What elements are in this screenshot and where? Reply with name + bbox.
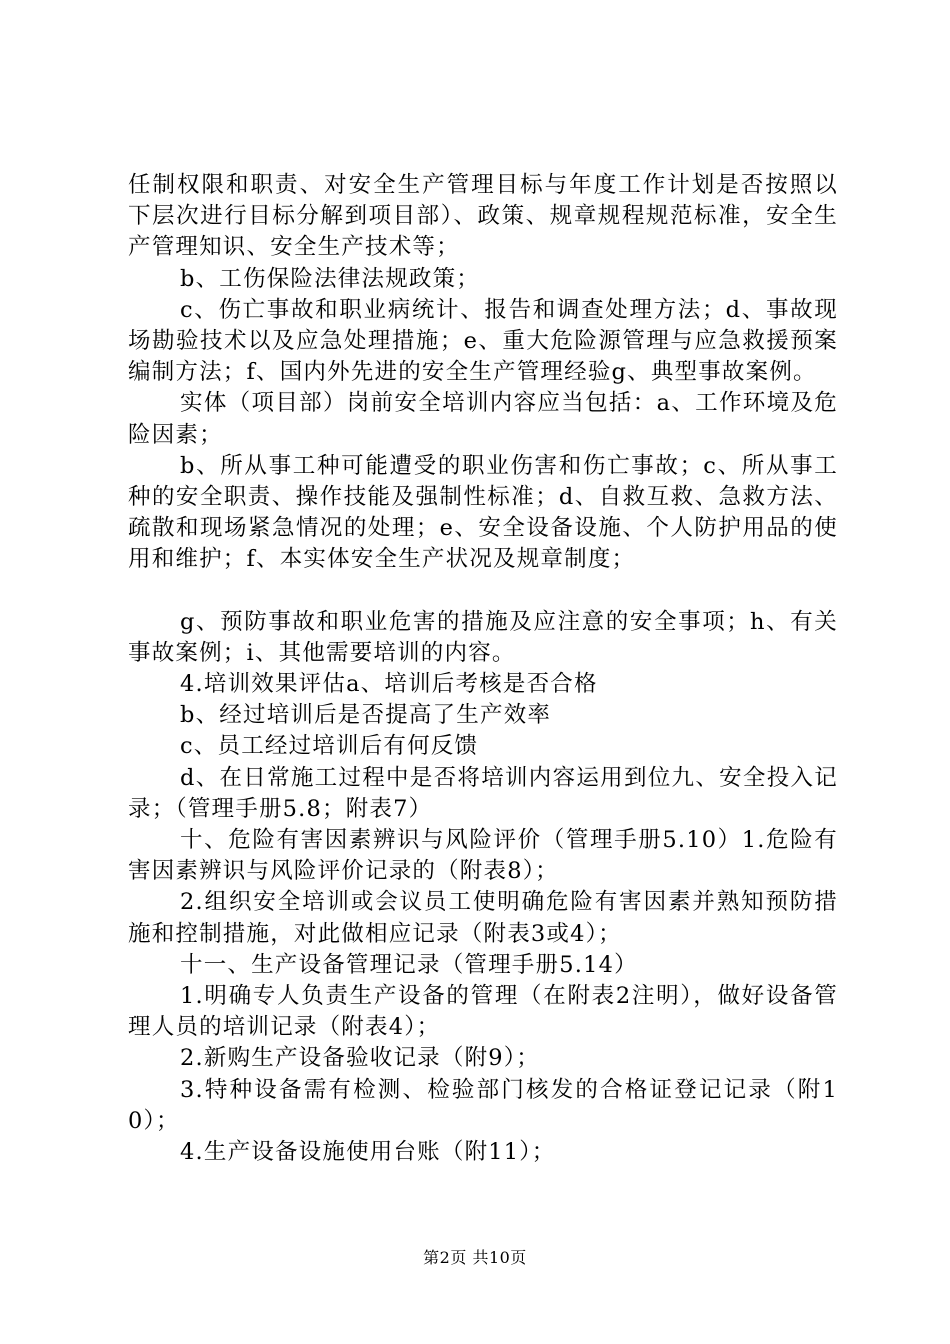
paragraph-section-10: 十、危险有害因素辨识与风险评价（管理手册5.10）1.危险有害因素辨识与风险评价记录的（附表8）； (128, 827, 838, 885)
paragraph-section-10-item-2: 2.组织安全培训或会议员工使明确危险有害因素并熟知预防措施和控制措施，对此做相应记录（附表3或4）； (128, 889, 838, 947)
paragraph-item-g: g、预防事故和职业危害的措施及应注意的安全事项；h、有关事故案例；i、其他需要培训的内容。 (128, 608, 838, 666)
paragraph-evaluation-b: b、经过培训后是否提高了生产效率 (180, 702, 552, 729)
paragraph-item-b: b、工伤保险法律法规政策； (180, 265, 481, 292)
paragraph-section-11-item-3: 3.特种设备需有检测、检验部门核发的合格证登记记录（附10）； (128, 1076, 838, 1134)
paragraph-gap (128, 576, 838, 607)
paragraph-training-evaluation: 4.培训效果评估a、培训后考核是否合格 (180, 671, 598, 698)
paragraph-evaluation-c: c、员工经过培训后有何反馈 (180, 733, 479, 760)
paragraph-onboarding-items: b、所从事工种可能遭受的职业伤害和伤亡事故；c、所从事工种的安全职责、操作技能及强制性标准；d、自救互救、急救方法、疏散和现场紧急情况的处理；e、安全设备设施、个人防护用品的使用和维护；f、本实体安全生产状况及规章制度； (128, 452, 838, 573)
paragraph-item-c: c、伤亡事故和职业病统计、报告和调查处理方法；d、事故现场勘验技术以及应急处理措施；e、重大危险源管理与应急救援预案编制方法；f、国内外先进的安全生产管理经验g、典型事故案例。 (128, 296, 838, 386)
paragraph-section-11: 十一、生产设备管理记录（管理手册5.14） (180, 951, 638, 978)
paragraph-section-11-item-2: 2.新购生产设备验收记录（附9）； (180, 1045, 540, 1072)
document-body (128, 170, 838, 1168)
paragraph-onboarding-training: 实体（项目部）岗前安全培训内容应当包括：a、工作环境及危险因素； (128, 390, 838, 448)
paragraph-section-11-item-1: 1.明确专人负责生产设备的管理（在附表2注明），做好设备管理人员的培训记录（附表4）； (128, 983, 838, 1041)
page-number-footer: 第2页 共10页 (423, 1248, 527, 1267)
paragraph-section-11-item-4: 4.生产设备设施使用台账（附11）； (180, 1139, 556, 1166)
paragraph-evaluation-d: d、在日常施工过程中是否将培训内容运用到位九、安全投入记录；（管理手册5.8；附表7） (128, 764, 838, 822)
paragraph-continuation: 任制权限和职责、对安全生产管理目标与年度工作计划是否按照以下层次进行目标分解到项目部）、政策、规章规程规范标准，安全生产管理知识、安全生产技术等； (128, 172, 838, 261)
